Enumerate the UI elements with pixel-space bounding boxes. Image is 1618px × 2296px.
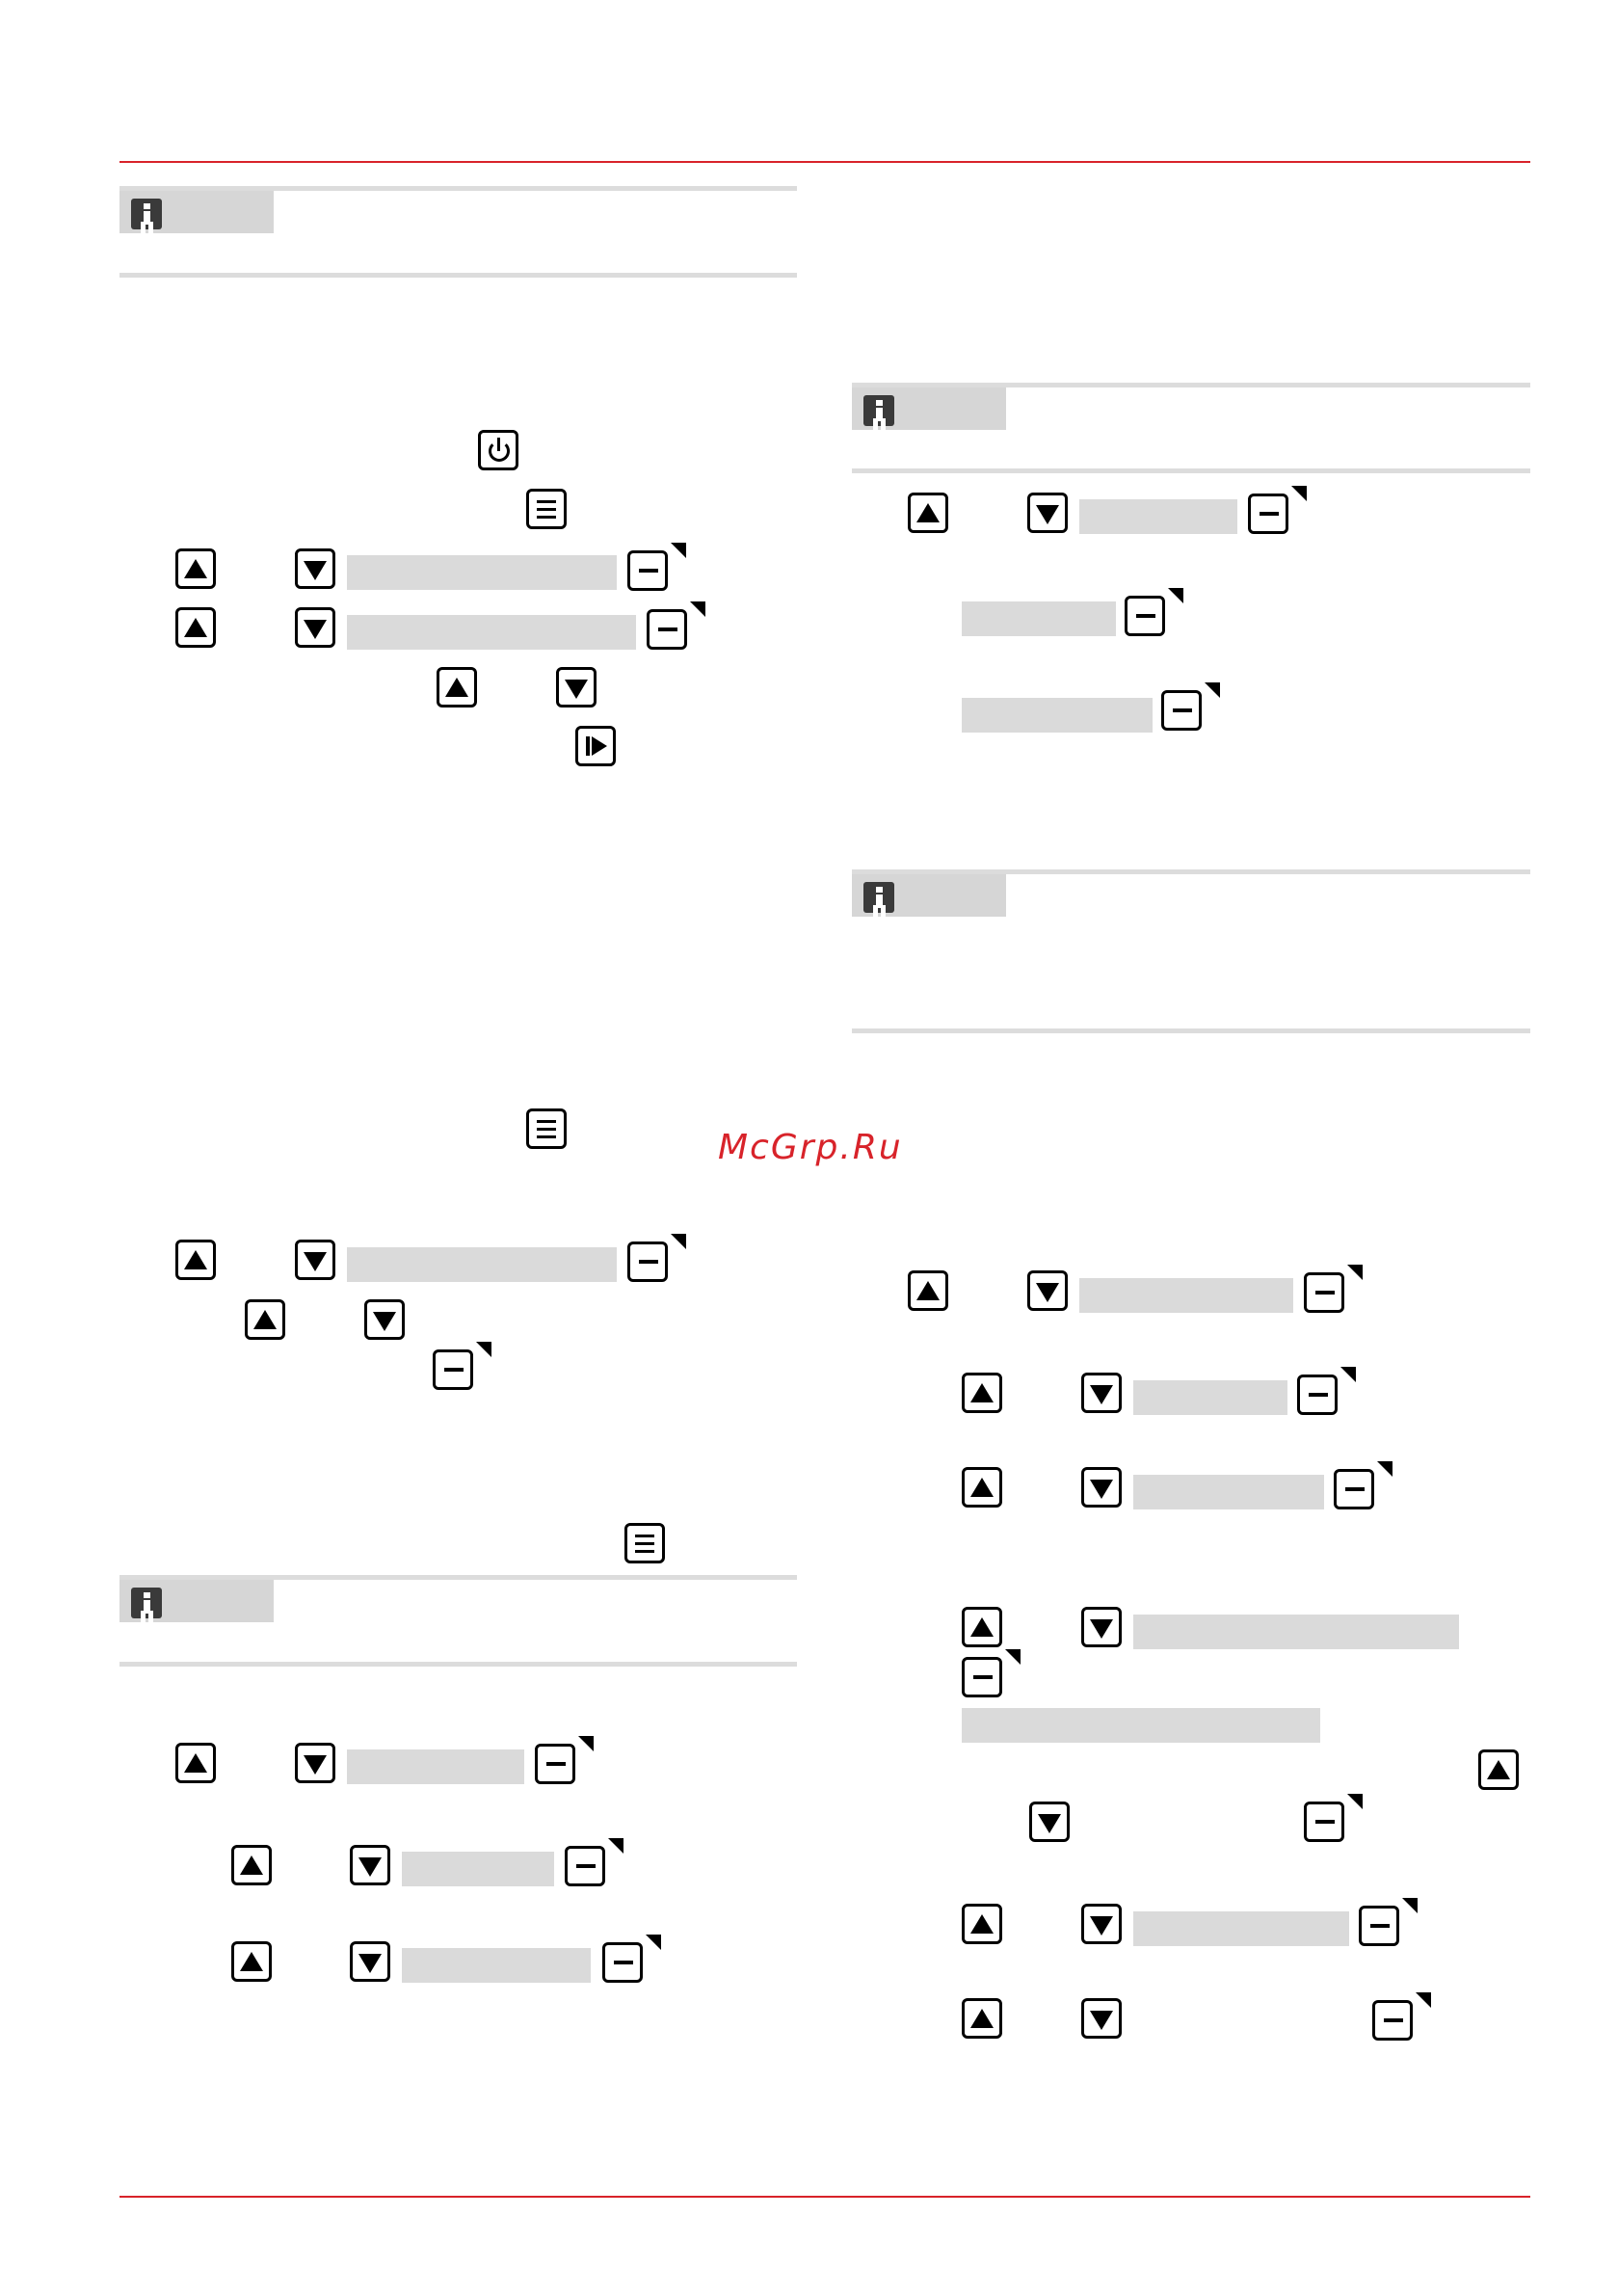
- down-arrow-icon[interactable]: [1027, 493, 1068, 533]
- ok-icon[interactable]: [1161, 690, 1202, 731]
- down-arrow-icon[interactable]: [295, 607, 335, 648]
- display-field: [962, 1708, 1320, 1743]
- info-icon: [863, 395, 894, 426]
- down-arrow-icon[interactable]: [350, 1845, 390, 1885]
- up-arrow-icon[interactable]: [175, 607, 216, 648]
- up-arrow-icon[interactable]: [231, 1845, 272, 1885]
- display-field: [1079, 1278, 1293, 1313]
- down-arrow-icon[interactable]: [364, 1299, 405, 1340]
- note-rule-bottom: [119, 1662, 797, 1667]
- up-arrow-icon[interactable]: [962, 1607, 1002, 1647]
- ok-icon[interactable]: [565, 1846, 605, 1886]
- down-arrow-icon[interactable]: [1081, 1904, 1122, 1944]
- down-arrow-icon[interactable]: [556, 667, 597, 707]
- note-tab: [852, 387, 1006, 430]
- note-tab: [852, 874, 1006, 917]
- watermark: McGrp.Ru: [718, 1128, 903, 1167]
- footer-rule: [119, 2196, 1530, 2198]
- ok-icon[interactable]: [433, 1349, 473, 1390]
- menu-icon[interactable]: [526, 489, 567, 529]
- up-arrow-icon[interactable]: [908, 493, 948, 533]
- down-arrow-icon[interactable]: [350, 1941, 390, 1982]
- up-arrow-icon[interactable]: [908, 1270, 948, 1311]
- ok-icon[interactable]: [1304, 1802, 1344, 1842]
- menu-icon[interactable]: [624, 1523, 665, 1563]
- ok-icon[interactable]: [535, 1744, 575, 1784]
- down-arrow-icon[interactable]: [1081, 1607, 1122, 1647]
- ok-icon[interactable]: [1304, 1272, 1344, 1313]
- header-rule: [119, 161, 1530, 163]
- info-icon: [131, 1588, 162, 1618]
- ok-icon[interactable]: [1297, 1375, 1338, 1415]
- up-arrow-icon[interactable]: [175, 1240, 216, 1280]
- up-arrow-icon[interactable]: [962, 1998, 1002, 2039]
- power-icon[interactable]: [478, 430, 518, 470]
- up-arrow-icon[interactable]: [962, 1904, 1002, 1944]
- note-rule-bottom: [119, 273, 797, 278]
- ok-icon[interactable]: [1248, 494, 1288, 534]
- menu-icon[interactable]: [526, 1108, 567, 1149]
- ok-icon[interactable]: [1125, 596, 1165, 636]
- up-arrow-icon[interactable]: [245, 1299, 285, 1340]
- display-field: [402, 1852, 554, 1886]
- display-field: [962, 601, 1116, 636]
- display-field: [1133, 1475, 1324, 1509]
- ok-icon[interactable]: [962, 1657, 1002, 1697]
- up-arrow-icon[interactable]: [962, 1373, 1002, 1413]
- down-arrow-icon[interactable]: [295, 1743, 335, 1783]
- display-field: [962, 698, 1153, 733]
- display-field: [347, 1247, 617, 1282]
- display-field: [347, 615, 636, 650]
- down-arrow-icon[interactable]: [1081, 1467, 1122, 1508]
- note-rule-bottom: [852, 1028, 1530, 1033]
- ok-icon[interactable]: [1334, 1469, 1374, 1509]
- info-icon: [131, 199, 162, 229]
- down-arrow-icon[interactable]: [1027, 1270, 1068, 1311]
- down-arrow-icon[interactable]: [295, 548, 335, 589]
- down-arrow-icon[interactable]: [1081, 1998, 1122, 2039]
- ok-icon[interactable]: [627, 1241, 668, 1282]
- display-field: [1133, 1615, 1459, 1649]
- note-tab: [119, 1580, 274, 1622]
- display-field: [402, 1948, 591, 1983]
- up-arrow-icon[interactable]: [437, 667, 477, 707]
- display-field: [1133, 1380, 1287, 1415]
- note-tab: [119, 191, 274, 233]
- ok-icon[interactable]: [1372, 2000, 1413, 2041]
- display-field: [1133, 1911, 1349, 1946]
- display-field: [347, 555, 617, 590]
- up-arrow-icon[interactable]: [175, 1743, 216, 1783]
- down-arrow-icon[interactable]: [295, 1240, 335, 1280]
- down-arrow-icon[interactable]: [1029, 1802, 1070, 1842]
- ok-icon[interactable]: [627, 550, 668, 591]
- up-arrow-icon[interactable]: [1478, 1749, 1519, 1790]
- ok-icon[interactable]: [647, 609, 687, 650]
- up-arrow-icon[interactable]: [175, 548, 216, 589]
- ok-icon[interactable]: [602, 1942, 643, 1983]
- info-icon: [863, 882, 894, 913]
- play-icon[interactable]: [575, 726, 616, 766]
- display-field: [347, 1749, 524, 1784]
- display-field: [1079, 499, 1237, 534]
- ok-icon[interactable]: [1359, 1906, 1399, 1946]
- up-arrow-icon[interactable]: [231, 1941, 272, 1982]
- down-arrow-icon[interactable]: [1081, 1373, 1122, 1413]
- up-arrow-icon[interactable]: [962, 1467, 1002, 1508]
- note-rule-bottom: [852, 468, 1530, 473]
